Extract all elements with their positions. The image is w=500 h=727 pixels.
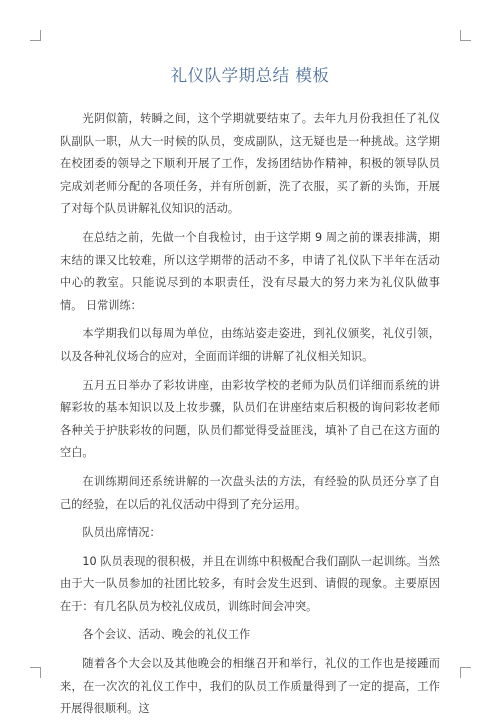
- paragraph-7: 10 队员表现的很积极，并且在训练中积极配合我们副队一起训练。当然由于大一队员参加的社团比较多，有时会发生迟到、请假的现象。主要原因在于：有几名队员为校礼仪成员，训练时间会冲突。: [60, 554, 440, 613]
- crop-mark-top-left: [30, 30, 41, 41]
- paragraph-5: 在训练期间还系统讲解的一次盘头法的方法，有经验的队员还分享了自己的经验，在以后的礼仪活动中得到了充分运用。: [60, 474, 440, 511]
- paragraph-9: 随着各个大会以及其他晚会的相继召开和举行，礼仪的工作也是接踵而来，在一次次的礼仪工作中，我们的队员工作质量得到了一定的提高，工作开展得很顺利。这: [60, 657, 440, 716]
- paragraph-8-heading: 各个会议、活动、晚会的礼仪工作: [82, 628, 251, 642]
- document-title: 礼仪队学期总结 模板: [170, 66, 330, 85]
- crop-mark-bottom-right: [460, 667, 471, 678]
- document-body: [60, 108, 440, 727]
- paragraph-3: 本学期我们以每周为单位，由练站姿走姿进，到礼仪颁奖，礼仪引领，以及各种礼仪场合的应对，全面而详细的讲解了礼仪相关知识。: [60, 327, 440, 363]
- crop-mark-top-right: [460, 30, 471, 41]
- crop-mark-bottom-left: [30, 667, 41, 678]
- paragraph-4: 五月五日举办了彩妆讲座，由彩妆学校的老师为队员们详细而系统的讲解彩妆的基本知识以及上妆步骤，队员们在讲座结束后积极的询问彩妆老师各种关于护肤彩妆的问题，队员们都觉得受益匪浅，填补了自己在这方面的空白。: [60, 378, 440, 460]
- paragraph-2: 在总结之前，先做一个自我检讨，由于这学期 9 周之前的课表排满，期末结的课又比较难，所以这学期带的活动不多，申请了礼仪队下半年在活动中心的教室。只能说尽到的本职责任，没有尽最大的努力来为礼仪队做事情。 日常训练：: [60, 230, 440, 312]
- paragraph-6-heading: 队员出席情况：: [82, 526, 161, 540]
- paragraph-1: 光阴似箭，转瞬之间，这个学期就要结束了。去年九月份我担任了礼仪队副队一职，从大一时候的队员，变成副队，这无疑也是一种挑战。这学期在校团委的领导之下顺利开展了工作，发扬团结协作精神，积极的领导队员完成刘老师分配的各项任务，并有所创新，洗了衣服，买了新的头饰，开展了对每个队员讲解礼仪知识的活动。: [60, 112, 440, 216]
